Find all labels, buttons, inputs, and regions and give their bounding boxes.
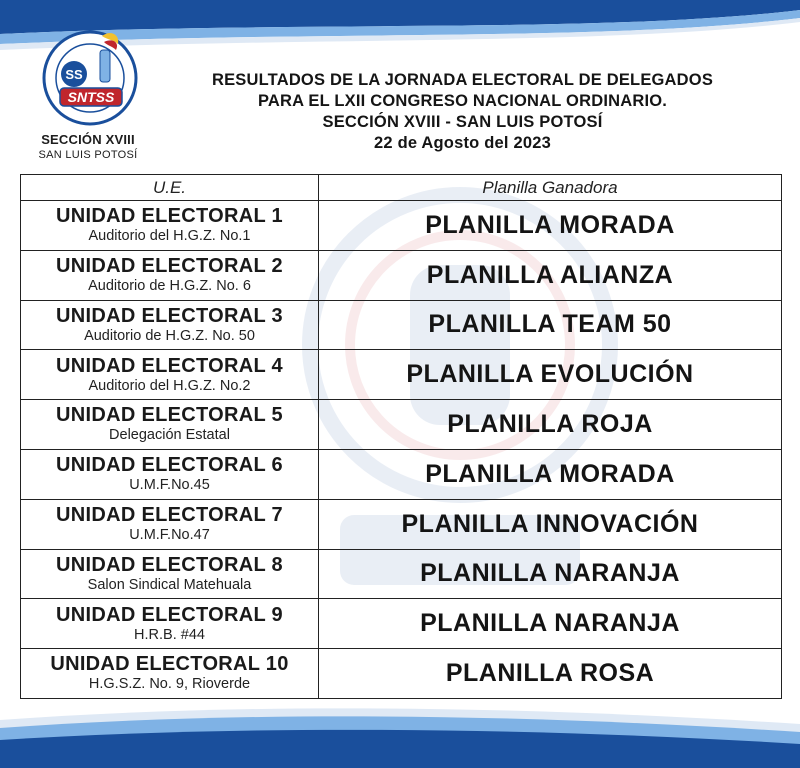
ue-cell <box>21 549 319 599</box>
ue-cell <box>21 649 319 699</box>
winner-cell: PLANILLA ALIANZA <box>319 250 782 300</box>
svg-text:SS: SS <box>65 67 83 82</box>
header-line-2: PARA EL LXII CONGRESO NACIONAL ORDINARIO. <box>257 92 668 110</box>
ue-cell <box>21 201 319 251</box>
winner-cell: PLANILLA NARANJA <box>319 599 782 649</box>
header-date: 22 de Agosto del 2023 <box>374 134 551 152</box>
winner-cell: PLANILLA TEAM 50 <box>319 300 782 350</box>
bottom-wave-band <box>0 698 800 768</box>
winner-cell: PLANILLA MORADA <box>319 449 782 499</box>
sntss-logo <box>30 28 150 168</box>
logo-section: SECCIÓN XVIII <box>41 132 135 147</box>
column-header-ue: U.E. <box>21 175 319 201</box>
table-row <box>21 649 782 699</box>
ue-cell <box>21 599 319 649</box>
unit-name: UNIDAD ELECTORAL 1 <box>56 205 283 228</box>
unit-name: UNIDAD ELECTORAL 3 <box>56 304 283 327</box>
unit-name: UNIDAD ELECTORAL 9 <box>56 603 283 626</box>
winner-cell: PLANILLA EVOLUCIÓN <box>319 350 782 400</box>
winner-cell: PLANILLA NARANJA <box>319 549 782 599</box>
column-header-winner: Planilla Ganadora <box>319 175 782 201</box>
winner-cell: PLANILLA ROJA <box>319 400 782 450</box>
unit-location: U.M.F.No.47 <box>129 527 210 544</box>
unit-location: H.R.B. #44 <box>134 626 205 643</box>
unit-name: UNIDAD ELECTORAL 4 <box>56 354 283 377</box>
ue-cell <box>21 400 319 450</box>
table-row <box>21 549 782 599</box>
logo-location: SAN LUIS POTOSÍ <box>38 149 138 161</box>
unit-location: U.M.F.No.45 <box>129 477 210 494</box>
page-header <box>150 70 775 154</box>
unit-name: UNIDAD ELECTORAL 5 <box>56 404 283 427</box>
table-row <box>21 201 782 251</box>
sntss-emblem-icon <box>40 28 140 128</box>
winner-cell: PLANILLA INNOVACIÓN <box>319 499 782 549</box>
header-line-1: RESULTADOS DE LA JORNADA ELECTORAL DE DELEGADOS <box>211 71 714 89</box>
winner-cell: PLANILLA ROSA <box>319 649 782 699</box>
ue-cell <box>21 499 319 549</box>
unit-location: H.G.S.Z. No. 9, Rioverde <box>88 676 251 693</box>
unit-location: Auditorio del H.G.Z. No.2 <box>88 377 251 394</box>
unit-name: UNIDAD ELECTORAL 6 <box>56 454 283 477</box>
ue-cell <box>21 350 319 400</box>
table-header-row <box>21 175 782 201</box>
table-row <box>21 599 782 649</box>
unit-location: Auditorio del H.G.Z. No.1 <box>88 228 251 245</box>
unit-location: Auditorio de H.G.Z. No. 6 <box>88 278 251 295</box>
unit-name: UNIDAD ELECTORAL 8 <box>56 553 283 576</box>
table-row <box>21 250 782 300</box>
table-row <box>21 400 782 450</box>
unit-name: UNIDAD ELECTORAL 7 <box>56 504 283 527</box>
header-line-3: SECCIÓN XVIII - SAN LUIS POTOSÍ <box>322 113 603 131</box>
table-row <box>21 350 782 400</box>
table-row <box>21 449 782 499</box>
unit-location: Delegación Estatal <box>109 427 230 444</box>
winner-cell: PLANILLA MORADA <box>319 201 782 251</box>
unit-name: UNIDAD ELECTORAL 10 <box>50 653 289 676</box>
table-row <box>21 300 782 350</box>
unit-name: UNIDAD ELECTORAL 2 <box>56 255 283 278</box>
svg-text:SNTSS: SNTSS <box>67 89 115 105</box>
unit-location: Auditorio de H.G.Z. No. 50 <box>84 327 255 344</box>
results-table <box>20 174 782 699</box>
ue-cell <box>21 250 319 300</box>
ue-cell <box>21 449 319 499</box>
table-row <box>21 499 782 549</box>
unit-location: Salon Sindical Matehuala <box>87 576 252 593</box>
ue-cell <box>21 300 319 350</box>
